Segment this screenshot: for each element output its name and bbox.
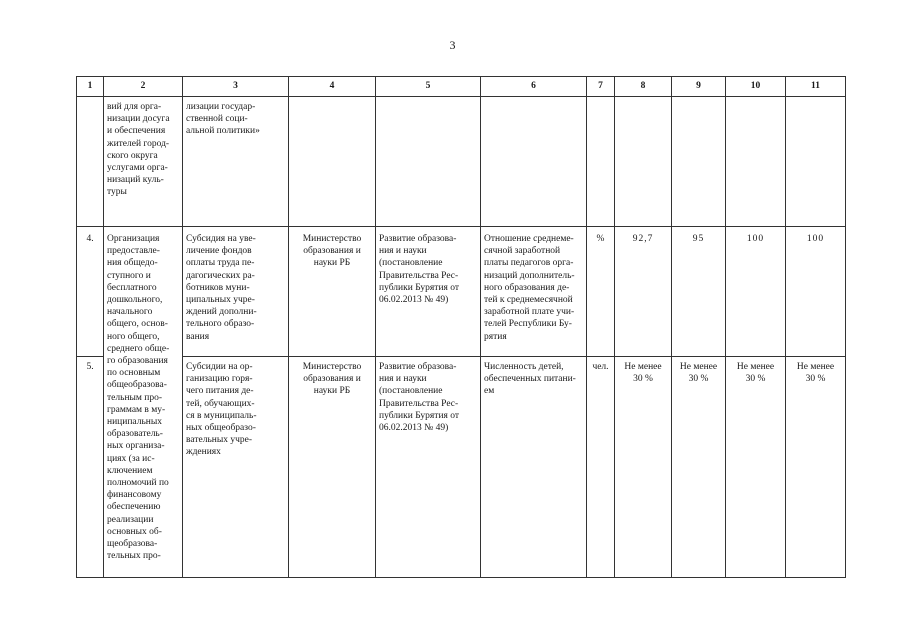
text-line: начального [107,307,153,318]
text-line: обеспечению [107,502,161,513]
cell-task-continuation [104,97,183,227]
text-line: Развитие образова- [379,234,457,244]
text-line: дагогических ра- [186,270,255,281]
text-line: ных общеобразо- [186,423,256,434]
text-line: ганизацию горя- [186,374,253,385]
text-line: 06.02.2013 № 49) [379,423,449,434]
text-line: ственной соци- [186,114,248,125]
cell-value-10: 100 [726,227,786,357]
cell-empty [786,97,846,227]
text-line: обеспеченных питани- [484,374,576,385]
text-line: по основным [107,368,161,379]
header-cell: 6 [481,77,587,97]
text-line: Не менее [624,362,662,372]
text-line: Не менее [736,362,775,372]
text-line: ем [484,386,495,397]
text-line: телей Республики Бу- [484,319,572,330]
cell-empty [587,97,615,227]
text-line: тельным про- [107,392,163,403]
cell-unit: % [587,227,615,357]
cell-no: 4. [77,227,104,357]
text-line: ключением [107,465,153,476]
text-line: науки РБ [313,258,351,269]
text-line: финансовому [107,490,162,501]
text-line: вий для орга- [107,102,162,112]
text-line: Развитие образова- [379,362,457,372]
text-line: Организация [107,234,160,244]
text-line: 30 % [805,374,826,385]
text-line: Субсидии на ор- [186,362,253,372]
header-cell: 11 [786,77,846,97]
text-line: сячной заработной [484,246,561,257]
text-line: Министерство [302,362,362,372]
text-line: ния общедо- [107,258,158,269]
text-line: образования и [303,246,361,257]
text-line: вательных учре- [186,435,253,446]
text-line: заработной плате учи- [484,307,575,318]
cell-value-8: 92,7 [615,227,672,357]
text-line: услугами орга- [107,163,168,174]
text-line: щеобразова- [107,539,158,550]
text-line: ступного и [107,270,151,281]
text-line: бесплатного [107,282,157,293]
text-line: альной политики» [186,126,260,137]
header-cell: 9 [672,77,726,97]
text-line: ния и науки [379,246,427,257]
text-line: Численность детей, [484,362,564,372]
text-line: ботников муни- [186,282,250,293]
text-line: го образования [107,356,168,367]
text-line: 30 % [745,374,766,385]
text-line: чего питания де- [186,386,254,397]
text-line: низаций дополнитель- [484,270,575,281]
header-cell: 3 [183,77,289,97]
header-row [77,77,846,97]
cell-value-11: 100 [786,227,846,357]
text-line: Отношение среднеме- [484,234,574,244]
text-line: общего, основ- [107,319,168,330]
header-cell: 10 [726,77,786,97]
cell-indicator [481,227,587,357]
cell-empty [481,97,587,227]
text-line: низаций куль- [107,175,164,186]
cell-value-9: 95 [672,227,726,357]
text-line: (постановление [379,258,443,269]
text-line: и обеспечения [107,126,166,137]
text-line: лизации государ- [186,102,256,112]
cell-empty [672,97,726,227]
text-line: рятия [484,331,507,342]
text-line: тельного образо- [186,319,255,330]
text-line: ниципальных [107,417,163,428]
text-line: тей, обучающих- [186,398,255,409]
table-row-5 [77,357,846,578]
cell-measure [183,357,289,578]
text-line: Не менее [796,362,835,372]
page-number: 3 [449,38,456,52]
cell-value-11 [786,357,846,578]
cell-no: 5. [77,357,104,578]
cell-empty [615,97,672,227]
text-line: жителей город- [107,138,170,149]
cell-no [77,97,104,227]
text-line: оплаты труда пе- [186,258,255,269]
header-cell: 4 [289,77,376,97]
text-line: ждениях [186,447,221,458]
header-cell: 2 [104,77,183,97]
text-line: полномочий по [107,478,169,489]
text-line: платы педагогов орга- [484,258,574,269]
text-line: науки РБ [313,386,351,397]
text-line: 30 % [688,374,709,385]
cell-program [376,227,481,357]
text-line: ципальных учре- [186,295,255,306]
text-line: Не менее [679,362,718,372]
text-line: 06.02.2013 № 49) [379,295,449,306]
header-cell: 5 [376,77,481,97]
cell-measure [183,227,289,357]
text-line: вания [186,331,210,342]
text-line: образователь- [107,429,163,440]
header-cell: 7 [587,77,615,97]
text-line: ного общего, [107,331,160,342]
text-line: общеобразова- [107,380,167,391]
text-line: основных об- [107,526,162,537]
cell-task-merged [104,227,183,578]
text-line: реализации [107,514,154,525]
cell-ministry [289,357,376,578]
text-line: тей к среднемесячной [484,295,573,306]
cell-indicator [481,357,587,578]
header-cell: 8 [615,77,672,97]
cell-program [376,357,481,578]
text-line: Правительства Рес- [379,270,459,281]
text-line: низации досуга [107,114,170,125]
text-line: Министерство [302,234,362,244]
text-line: Правительства Рес- [379,398,459,409]
text-line: среднего обще- [107,343,170,354]
cell-empty [376,97,481,227]
text-line: личение фондов [186,246,252,257]
text-line: предоставле- [107,246,160,257]
table-row-continuation [77,97,846,227]
cell-empty [289,97,376,227]
text-line: туры [107,187,127,198]
table-row-4 [77,227,846,357]
text-line: 30 % [633,374,653,385]
cell-value-10 [726,357,786,578]
text-line: граммам в му- [107,404,166,415]
cell-ministry [289,227,376,357]
text-line: публики Бурятия от [379,410,460,421]
text-line: Субсидия на уве- [186,234,256,244]
program-table [76,76,846,578]
text-line: ского округа [107,150,158,161]
header-cell: 1 [77,77,104,97]
text-line: ждений дополни- [186,307,257,318]
text-line: ния и науки [379,374,427,385]
text-line: (постановление [379,386,443,397]
text-line: ного образования де- [484,282,570,293]
cell-unit: чел. [587,357,615,578]
text-line: ся в муниципаль- [186,410,257,421]
text-line: публики Бурятия от [379,282,460,293]
text-line: образования и [303,374,361,385]
cell-measure-continuation [183,97,289,227]
text-line: циях (за ис- [107,453,155,464]
cell-value-8 [615,357,672,578]
text-line: ных организа- [107,441,165,452]
text-line: тельных про- [107,551,161,562]
text-line: дошкольного, [107,295,163,306]
cell-value-9 [672,357,726,578]
cell-empty [726,97,786,227]
